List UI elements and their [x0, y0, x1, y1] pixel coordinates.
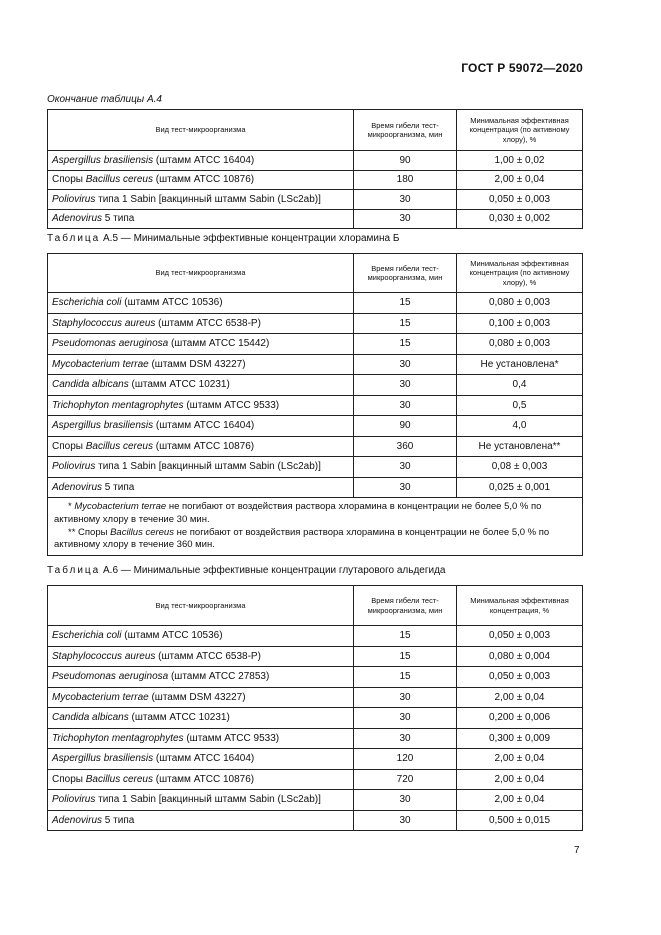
table-a5-caption-label: Таблица: [47, 233, 101, 244]
document-code: ГОСТ Р 59072—2020: [461, 61, 583, 75]
time-cell: 30: [354, 790, 457, 811]
table-a4: [47, 109, 583, 229]
organism-name: Adenovirus: [52, 213, 103, 225]
organism-strain: (штамм ATCC 9533): [183, 732, 280, 744]
organism-name: Aspergillus brasiliensis: [52, 753, 154, 765]
organism-strain: 5 типа: [102, 213, 135, 225]
time-cell: 30: [354, 190, 457, 210]
organism-cell: [48, 477, 354, 498]
column-header-concentration: Минимальная эффективная концентрация (по активному хлору), %: [457, 254, 583, 293]
organism-strain: (штамм DSM 43227): [148, 358, 246, 370]
time-cell: 15: [354, 293, 457, 314]
organism-cell: [48, 457, 354, 478]
organism-name: Pseudomonas aeruginosa: [52, 671, 169, 683]
organism-cell: Споры Bacillus cereus (штамм ATCC 10876): [48, 769, 354, 790]
column-header-concentration: Минимальная эффективная концентрация, %: [457, 586, 583, 626]
time-cell: 120: [354, 749, 457, 770]
table-row: [48, 667, 583, 688]
organism-strain: (штамм ATCC 15442): [168, 338, 270, 350]
column-header-time: Время гибели тест-микроорганизма, мин: [354, 254, 457, 293]
table-row: [48, 293, 583, 314]
table-row: [48, 151, 583, 171]
organism-strain: (штамм ATCC 10231): [128, 712, 230, 724]
table-a6-caption-label: Таблица: [47, 565, 101, 576]
organism-strain: (штамм ATCC 10876): [153, 773, 255, 785]
time-cell: 30: [354, 457, 457, 478]
table-row: [48, 170, 583, 190]
time-cell: 30: [354, 728, 457, 749]
table-a5-caption-text: Минимальные эффективные концентрации хлорамина Б: [133, 233, 400, 244]
time-cell: 30: [354, 375, 457, 396]
organism-strain: (штамм ATCC 6538-P): [155, 650, 261, 662]
concentration-cell: 0,025 ± 0,001: [457, 477, 583, 498]
table-row: [48, 416, 583, 437]
table-row: [48, 749, 583, 770]
organism-strain: (штамм ATCC 27853): [168, 671, 270, 683]
concentration-cell: 0,100 ± 0,003: [457, 313, 583, 334]
organism-name: Bacillus cereus: [85, 773, 153, 785]
table-row: [48, 209, 583, 229]
concentration-cell: 4,0: [457, 416, 583, 437]
concentration-cell: 0,080 ± 0,003: [457, 334, 583, 355]
organism-strain: 5 типа: [102, 481, 135, 493]
time-cell: 90: [354, 416, 457, 437]
time-cell: 30: [354, 395, 457, 416]
organism-name: Bacillus cereus: [85, 440, 153, 452]
organism-strain: (штамм ATCC 10536): [121, 630, 223, 642]
organism-name: Trichophyton mentagrophytes: [52, 732, 184, 744]
column-header-organism: Вид тест-микроорганизма: [48, 586, 354, 626]
concentration-cell: 0,050 ± 0,003: [457, 190, 583, 210]
organism-strain: (штамм ATCC 16404): [153, 420, 255, 432]
organism-strain: (штамм DSM 43227): [148, 691, 246, 703]
organism-strain: типа 1 Sabin [вакцинный штамм Sabin (LSc2ab)]: [95, 461, 321, 473]
concentration-cell: 0,050 ± 0,003: [457, 667, 583, 688]
table-row: [48, 810, 583, 831]
concentration-cell: 2,00 ± 0,04: [457, 170, 583, 190]
concentration-cell: 0,5: [457, 395, 583, 416]
organism-name: Adenovirus: [52, 481, 103, 493]
concentration-cell: 0,030 ± 0,002: [457, 209, 583, 229]
organism-name: Trichophyton mentagrophytes: [52, 399, 184, 411]
organism-name: Candida albicans: [52, 379, 129, 391]
table-a5-caption: [47, 233, 399, 244]
column-header-organism: Вид тест-микроорганизма: [48, 254, 354, 293]
organism-cell: [48, 810, 354, 831]
page-number: 7: [574, 845, 580, 856]
table-a5: [47, 253, 583, 556]
footnote-1: * Mycobacterium terrae не погибают от воздействия раствора хлорамина в концентрации не более 5,0 % по активному хлору в течение 30 мин.: [54, 501, 542, 525]
concentration-cell: 2,00 ± 0,04: [457, 790, 583, 811]
organism-cell: [48, 293, 354, 314]
organism-cell: [48, 687, 354, 708]
column-header-time: Время гибели тест-микроорганизма, мин: [354, 586, 457, 626]
organism-cell: [48, 790, 354, 811]
organism-name: Adenovirus: [52, 814, 103, 826]
table-row: [48, 354, 583, 375]
organism-cell: Споры Bacillus cereus (штамм ATCC 10876): [48, 170, 354, 190]
organism-cell: [48, 354, 354, 375]
organism-cell: [48, 626, 354, 647]
concentration-cell: 0,500 ± 0,015: [457, 810, 583, 831]
table-row: [48, 687, 583, 708]
table-row: [48, 190, 583, 210]
table-a6-header: [48, 586, 583, 626]
table-a4-header: [48, 110, 583, 151]
organism-name: Candida albicans: [52, 712, 129, 724]
concentration-cell: 0,050 ± 0,003: [457, 626, 583, 647]
time-cell: 30: [354, 354, 457, 375]
time-cell: 360: [354, 436, 457, 457]
organism-name: Poliovirus: [52, 193, 96, 205]
concentration-cell: 0,4: [457, 375, 583, 396]
organism-name: Staphylococcus aureus: [52, 650, 156, 662]
table-row: [48, 395, 583, 416]
organism-cell: [48, 190, 354, 210]
organism-cell: [48, 728, 354, 749]
organism-strain: (штамм ATCC 16404): [153, 753, 255, 765]
time-cell: 15: [354, 626, 457, 647]
organism-name: Mycobacterium terrae: [52, 358, 149, 370]
organism-name: Pseudomonas aeruginosa: [52, 338, 169, 350]
concentration-cell: 0,08 ± 0,003: [457, 457, 583, 478]
time-cell: 720: [354, 769, 457, 790]
table-row: [48, 313, 583, 334]
table-a4-caption: Окончание таблицы А.4: [47, 94, 162, 105]
organism-name: Escherichia coli: [52, 630, 122, 642]
time-cell: 30: [354, 209, 457, 229]
organism-cell: [48, 708, 354, 729]
organism-strain: (штамм ATCC 16404): [153, 154, 255, 166]
concentration-cell: Не установлена**: [457, 436, 583, 457]
table-a6-caption-text: Минимальные эффективные концентрации глутарового альдегида: [133, 565, 446, 576]
organism-strain: (штамм ATCC 10876): [153, 440, 255, 452]
organism-cell: [48, 749, 354, 770]
table-row: [48, 728, 583, 749]
table-a5-caption-number: А.5 —: [100, 233, 134, 244]
time-cell: 15: [354, 313, 457, 334]
organism-strain: (штамм ATCC 10231): [128, 379, 230, 391]
organism-cell: [48, 416, 354, 437]
organism-strain: (штамм ATCC 10536): [121, 297, 223, 309]
organism-strain: (штамм ATCC 6538-P): [155, 317, 261, 329]
organism-name: Poliovirus: [52, 794, 96, 806]
concentration-cell: 2,00 ± 0,04: [457, 687, 583, 708]
time-cell: 30: [354, 687, 457, 708]
organism-name: Aspergillus brasiliensis: [52, 420, 154, 432]
concentration-cell: 2,00 ± 0,04: [457, 749, 583, 770]
column-header-concentration: Минимальная эффективная концентрация (по активному хлору), %: [457, 110, 583, 151]
organism-cell: [48, 209, 354, 229]
organism-cell: [48, 313, 354, 334]
time-cell: 180: [354, 170, 457, 190]
organism-name: Aspergillus brasiliensis: [52, 154, 154, 166]
organism-strain: (штамм ATCC 10876): [153, 174, 255, 186]
organism-name: Mycobacterium terrae: [52, 691, 149, 703]
organism-name: Poliovirus: [52, 461, 96, 473]
organism-cell: [48, 667, 354, 688]
organism-cell: [48, 334, 354, 355]
organism-strain: типа 1 Sabin [вакцинный штамм Sabin (LSc2ab)]: [95, 193, 321, 205]
organism-name: Bacillus cereus: [85, 174, 153, 186]
table-a5-footnotes: [48, 498, 583, 556]
organism-cell: Споры Bacillus cereus (штамм ATCC 10876): [48, 436, 354, 457]
table-row: [48, 375, 583, 396]
footnote-2: ** Споры Bacillus cereus не погибают от воздействия раствора хлорамина в концентрации не более 5,0 % по активному хлору в течение 360 мин.: [54, 526, 550, 551]
table-row: [48, 626, 583, 647]
table-row: [48, 457, 583, 478]
organism-cell: [48, 646, 354, 667]
time-cell: 30: [354, 477, 457, 498]
time-cell: 90: [354, 151, 457, 171]
table-row: [48, 646, 583, 667]
time-cell: 30: [354, 810, 457, 831]
concentration-cell: 1,00 ± 0,02: [457, 151, 583, 171]
concentration-cell: 0,300 ± 0,009: [457, 728, 583, 749]
table-row: [48, 334, 583, 355]
organism-cell: [48, 151, 354, 171]
column-header-organism: Вид тест-микроорганизма: [48, 110, 354, 151]
time-cell: 15: [354, 334, 457, 355]
organism-strain: (штамм ATCC 9533): [183, 399, 280, 411]
table-a5-header: [48, 254, 583, 293]
table-row: [48, 477, 583, 498]
time-cell: 30: [354, 708, 457, 729]
table-a6: [47, 585, 583, 831]
concentration-cell: Не установлена*: [457, 354, 583, 375]
table-row: [48, 769, 583, 790]
time-cell: 15: [354, 667, 457, 688]
time-cell: 15: [354, 646, 457, 667]
organism-cell: [48, 375, 354, 396]
organism-cell: [48, 395, 354, 416]
concentration-cell: 0,080 ± 0,004: [457, 646, 583, 667]
column-header-time: Время гибели тест-микроорганизма, мин: [354, 110, 457, 151]
organism-strain: типа 1 Sabin [вакцинный штамм Sabin (LSc2ab)]: [95, 794, 321, 806]
table-a6-caption: [47, 565, 446, 576]
table-row: [48, 708, 583, 729]
table-row: [48, 436, 583, 457]
organism-strain: 5 типа: [102, 814, 135, 826]
organism-name: Staphylococcus aureus: [52, 317, 156, 329]
organism-name: Escherichia coli: [52, 297, 122, 309]
concentration-cell: 0,200 ± 0,006: [457, 708, 583, 729]
table-a6-caption-number: А.6 —: [100, 565, 134, 576]
table-row: [48, 790, 583, 811]
concentration-cell: 0,080 ± 0,003: [457, 293, 583, 314]
concentration-cell: 2,00 ± 0,04: [457, 769, 583, 790]
